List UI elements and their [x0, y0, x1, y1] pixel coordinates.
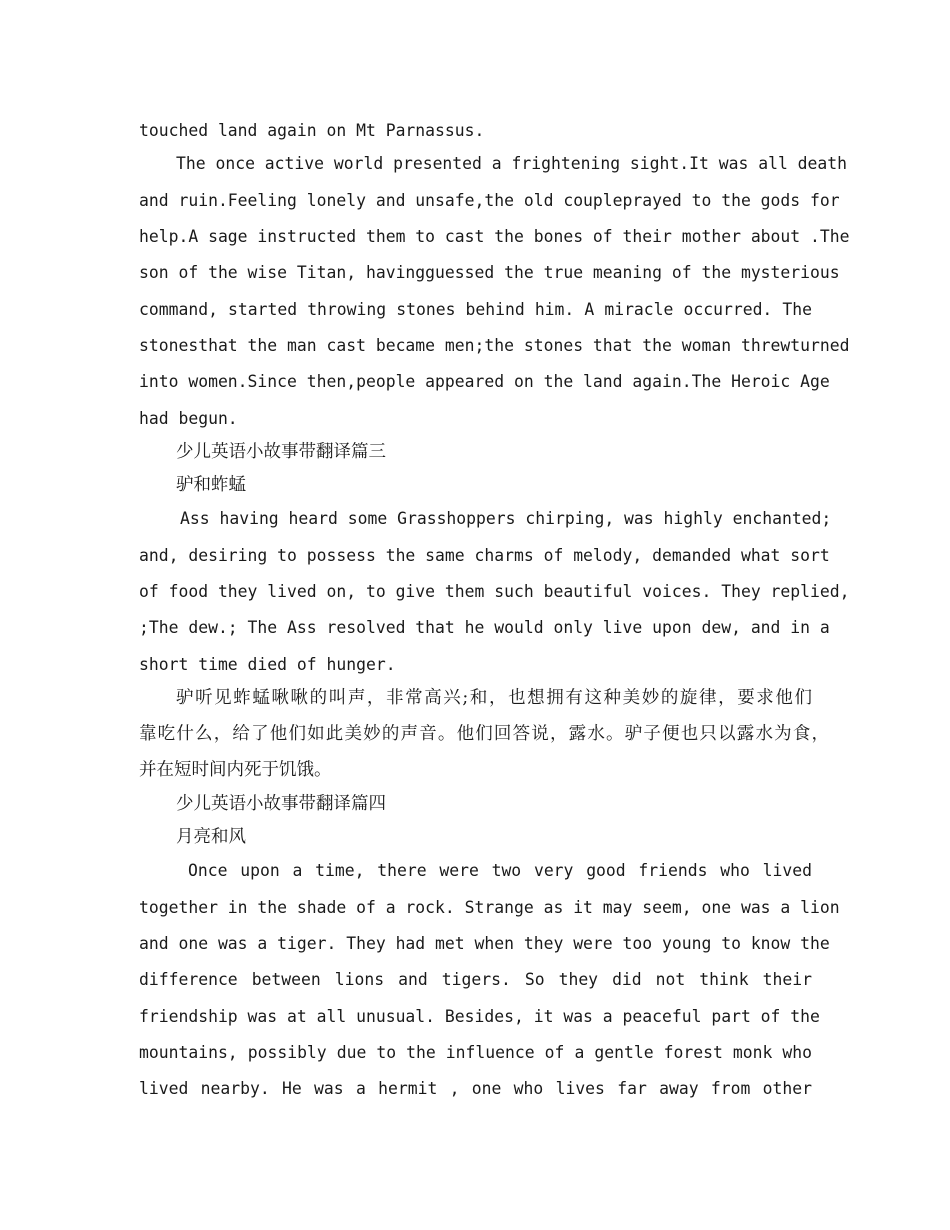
text-line: Once upon a time, there were two very good friends who lived	[188, 861, 812, 880]
text-line: mountains, possibly due to the influence of a gentle forest monk who	[139, 1043, 812, 1062]
text-line: lived nearby. He was a hermit , one who lives far away from other	[139, 1079, 812, 1098]
text-line: into women.Since then,people appeared on the land again.The Heroic Age	[139, 372, 830, 391]
story-title: 驴和蚱蜢	[176, 475, 246, 495]
text-line: ;The dew.; The Ass resolved that he would only live upon dew, and in a	[139, 618, 830, 637]
text-line: touched land again on Mt Parnassus.	[139, 121, 485, 140]
text-line: and one was a tiger. They had met when they were too young to know the	[139, 934, 830, 953]
text-line: and ruin.Feeling lonely and unsafe,the old coupleprayed to the gods for	[139, 191, 840, 210]
text-line: of food they lived on, to give them such beautiful voices. They replied,	[139, 582, 850, 601]
text-line: 驴听见蚱蜢啾啾的叫声，非常高兴;和，也想拥有这种美妙的旋律，要求他们	[176, 688, 812, 708]
text-line: 靠吃什么，给了他们如此美妙的声音。他们回答说，露水。驴子便也只以露水为食，	[139, 724, 829, 744]
text-line: together in the shade of a rock. Strange as it may seem, one was a lion	[139, 898, 840, 917]
text-line: short time died of hunger.	[139, 655, 396, 674]
text-line: difference between lions and tigers. So they did not think their	[139, 970, 812, 989]
text-line: help.A sage instructed them to cast the bones of their mother about .The	[139, 227, 850, 246]
text-line: had begun.	[139, 409, 238, 428]
text-line: friendship was at all unusual. Besides, it was a peaceful part of the	[139, 1007, 820, 1026]
text-line: 并在短时间内死于饥饿。	[139, 760, 332, 780]
text-line: command, started throwing stones behind him. A miracle occurred. The	[139, 300, 812, 319]
text-line: and, desiring to possess the same charms of melody, demanded what sort	[139, 546, 830, 565]
text-line: Ass having heard some Grasshoppers chirping, was highly enchanted;	[180, 509, 832, 528]
text-line: son of the wise Titan, havingguessed the true meaning of the mysterious	[139, 263, 840, 282]
section-heading: 少儿英语小故事带翻译篇三	[176, 442, 386, 462]
text-line: The once active world presented a frightening sight.It was all death	[176, 154, 848, 173]
text-line: stonesthat the man cast became men;the stones that the woman threwturned	[139, 336, 850, 355]
section-heading: 少儿英语小故事带翻译篇四	[176, 794, 386, 814]
story-title: 月亮和风	[176, 827, 246, 847]
